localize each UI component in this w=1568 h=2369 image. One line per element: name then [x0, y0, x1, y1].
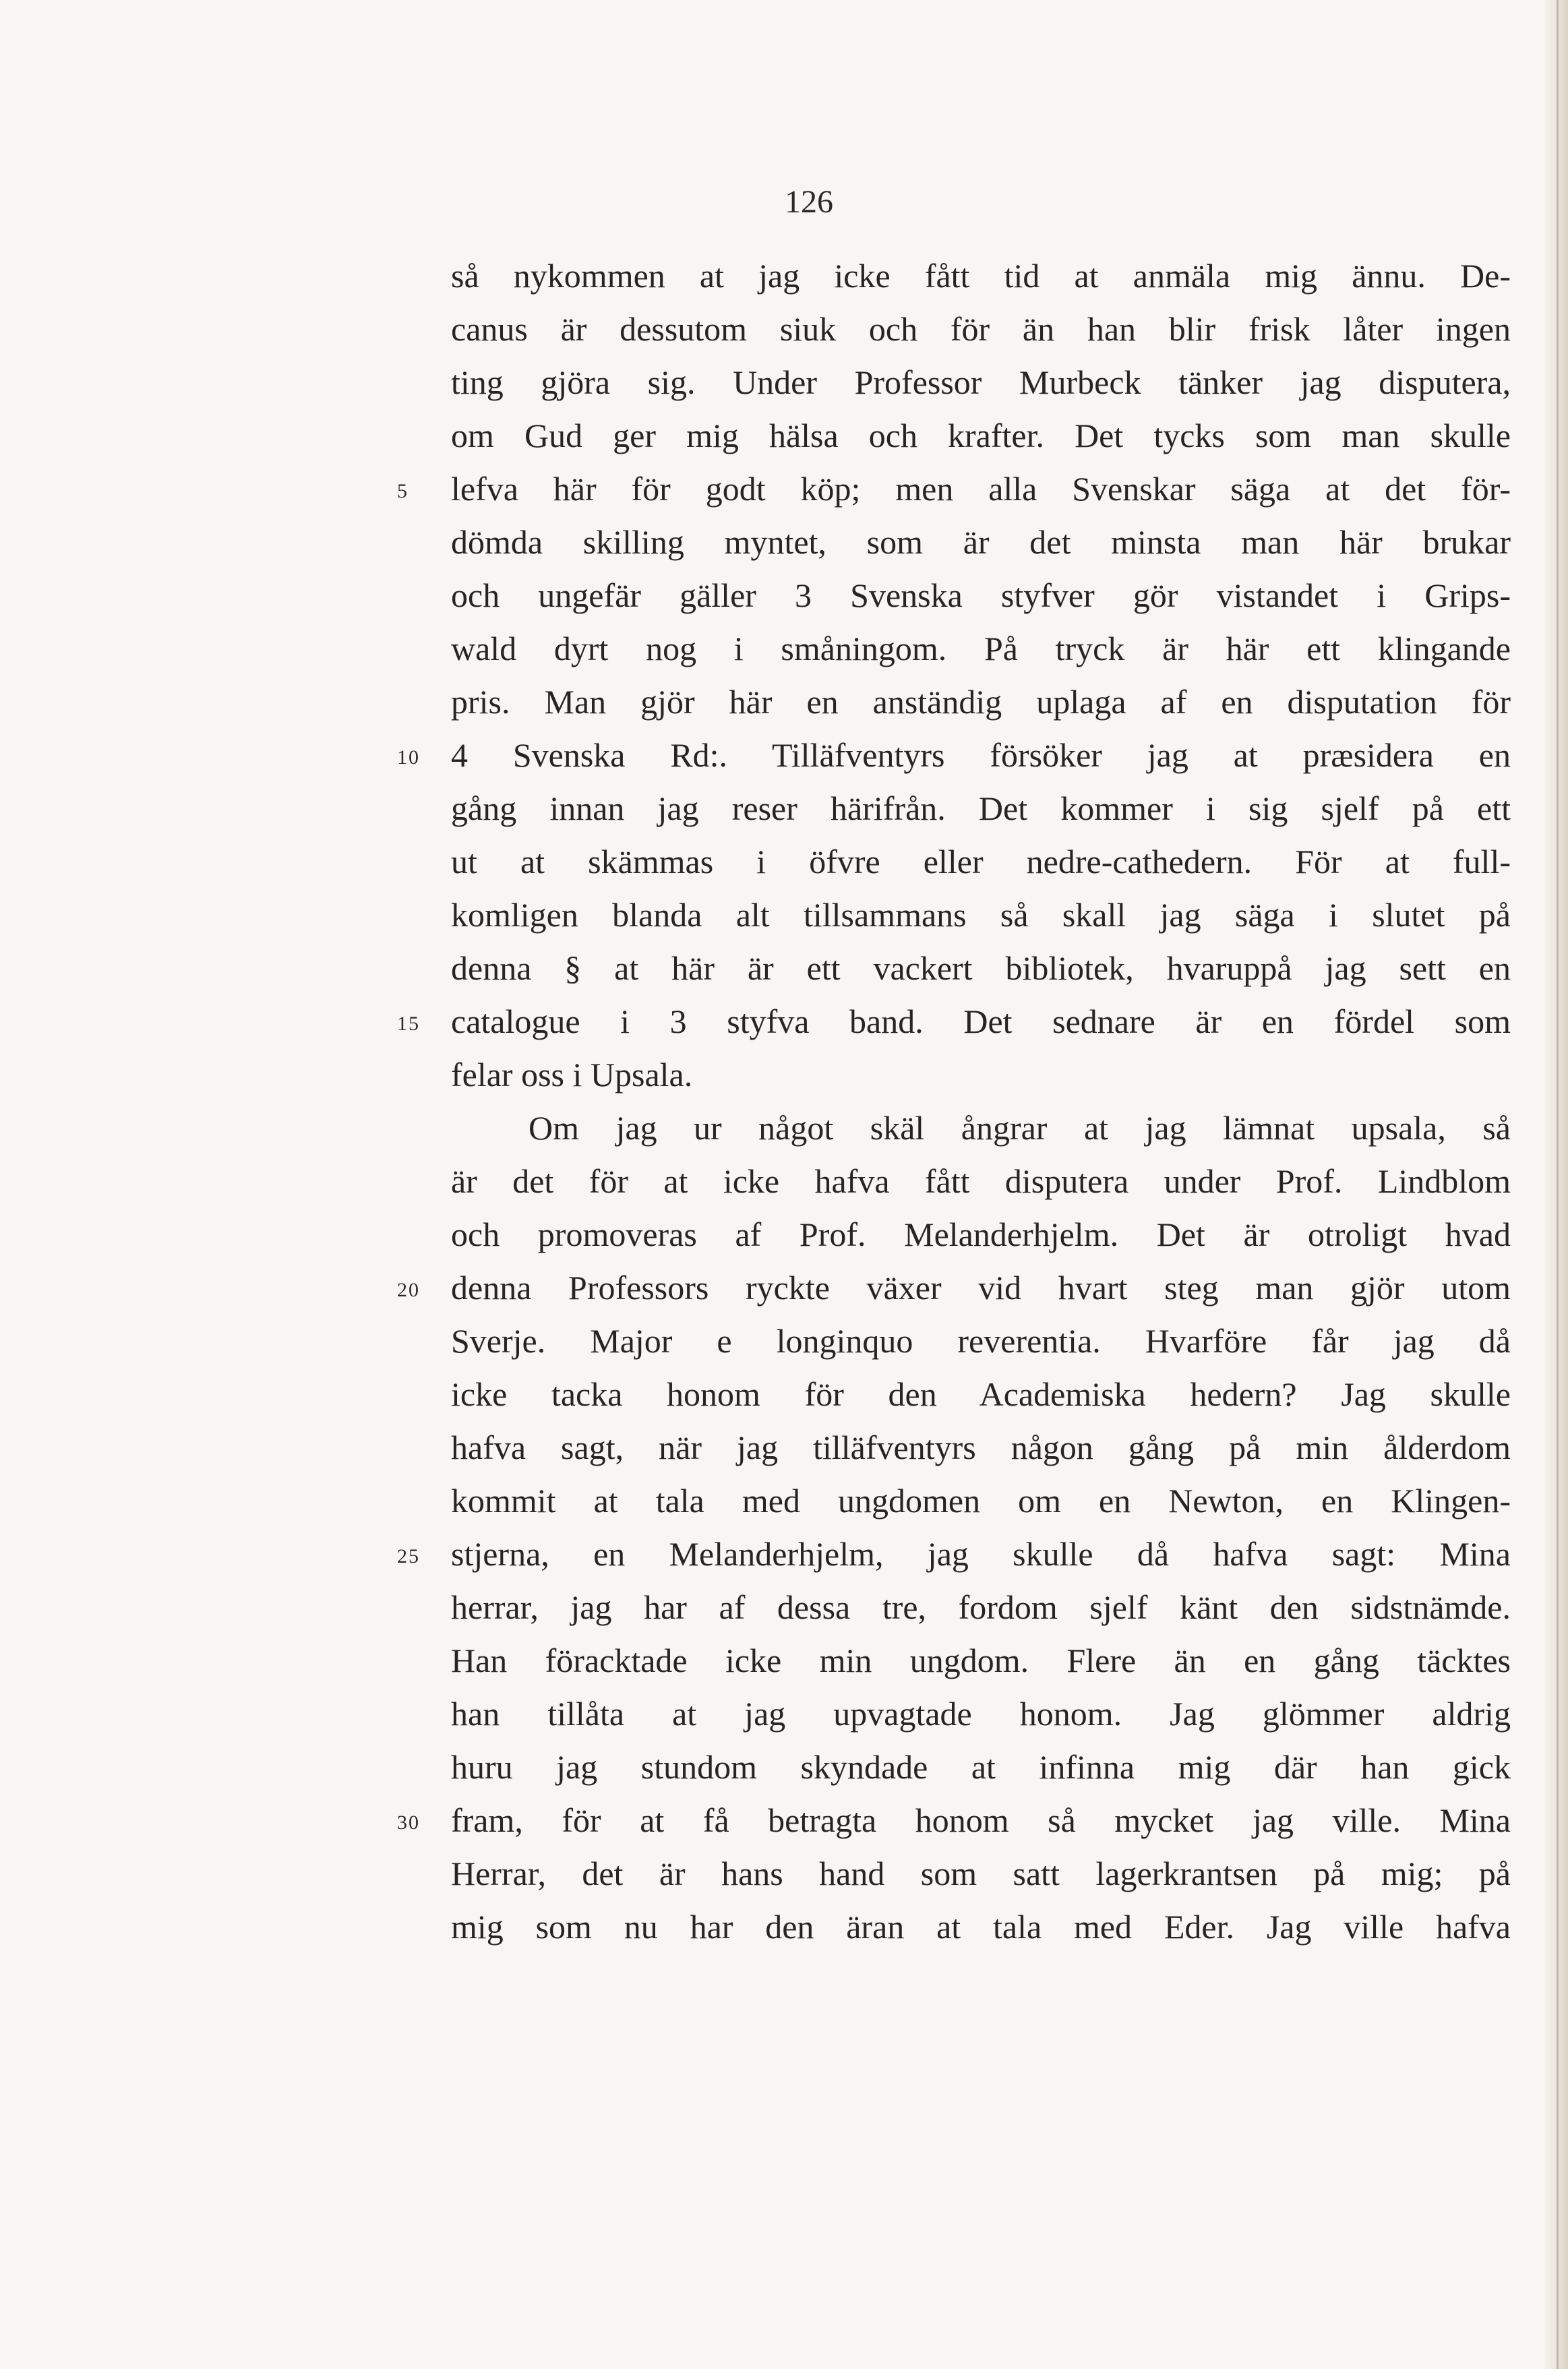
line-number: 10: [397, 746, 420, 769]
line-number: 25: [397, 1545, 420, 1567]
body-text: [397, 249, 1511, 1954]
text-line: [451, 942, 1511, 995]
line-number: 20: [397, 1279, 420, 1301]
line-text: mig som nu har den äran at tala med Eder. Jag ville hafva: [451, 1908, 1511, 1946]
line-text: wald dyrt nog i småningom. På tryck är här ett klingande: [451, 630, 1511, 667]
line-text: herrar, jag har af dessa tre, fordom sjelf känt den sidstnämde.: [451, 1588, 1511, 1626]
text-line: [451, 1474, 1511, 1528]
line-text: är det för at icke hafva fått disputera under Prof. Lindblom: [451, 1162, 1511, 1200]
text-line: [451, 1687, 1511, 1741]
text-line: [397, 1261, 1511, 1315]
text-line: [451, 1102, 1511, 1155]
text-line: [451, 1155, 1511, 1208]
line-text: 4 Svenska Rd:. Tilläfventyrs försöker jag at præsidera en: [451, 736, 1511, 774]
line-text: pris. Man gjör här en anständig uplaga af en disputation för: [451, 683, 1511, 721]
line-text: ut at skämmas i öfvre eller nedre-cathedern. För at full-: [451, 843, 1511, 880]
text-line: [397, 462, 1511, 516]
text-line: [451, 1581, 1511, 1634]
text-line: [451, 1900, 1511, 1954]
line-text: kommit at tala med ungdomen om en Newton, en Klingen-: [451, 1482, 1511, 1520]
line-text: fram, för at få betragta honom så mycket jag ville. Mina: [451, 1801, 1511, 1839]
text-line: [451, 1048, 1511, 1102]
text-line: [397, 995, 1511, 1048]
page-edge-shadow: [1557, 0, 1559, 2369]
line-number: 30: [397, 1811, 420, 1834]
line-text: huru jag stundom skyndade at infinna mig där han gick: [451, 1748, 1511, 1786]
line-text: felar oss i Upsala.: [451, 1056, 693, 1093]
text-line: [397, 1528, 1511, 1581]
line-text: Han föracktade icke min ungdom. Flere än en gång täcktes: [451, 1642, 1511, 1679]
line-text: och promoveras af Prof. Melanderhjelm. Det är otroligt hvad: [451, 1216, 1511, 1253]
line-number: 15: [397, 1013, 420, 1035]
text-line: [451, 303, 1511, 356]
text-line: [451, 782, 1511, 835]
line-text: och ungefär gäller 3 Svenska styfver gör vistandet i Grips-: [451, 576, 1511, 614]
text-line: [451, 1421, 1511, 1474]
line-text: catalogue i 3 styfva band. Det sednare är en fördel som: [451, 1002, 1511, 1040]
line-text: så nykommen at jag icke fått tid at anmäla mig ännu. De-: [451, 257, 1511, 295]
text-line: [451, 676, 1511, 729]
text-line: [451, 1368, 1511, 1421]
line-text: denna Professors ryckte växer vid hvart steg man gjör utom: [451, 1269, 1511, 1307]
line-text: Herrar, det är hans hand som satt lagerkrantsen på mig; på: [451, 1855, 1511, 1892]
line-text: Om jag ur något skäl ångrar at jag lämnat upsala, så: [529, 1109, 1511, 1147]
text-line: [451, 1208, 1511, 1261]
line-text: han tillåta at jag upvagtade honom. Jag glömmer aldrig: [451, 1695, 1511, 1733]
line-text: ting gjöra sig. Under Professor Murbeck tänker jag disputera,: [451, 363, 1511, 401]
line-text: komligen blanda alt tillsammans så skall jag säga i slutet på: [451, 896, 1511, 934]
line-text: om Gud ger mig hälsa och krafter. Det tycks som man skulle: [451, 417, 1511, 454]
text-line: [451, 835, 1511, 889]
text-line: [397, 729, 1511, 782]
text-line: [451, 1847, 1511, 1900]
text-line: [451, 622, 1511, 676]
line-text: denna § at här är ett vackert bibliotek, hvaruppå jag sett en: [451, 949, 1511, 987]
line-text: Sverje. Major e longinquo reverentia. Hvarföre får jag då: [451, 1322, 1511, 1360]
text-line: [451, 1315, 1511, 1368]
text-line: [451, 889, 1511, 942]
text-line: [451, 356, 1511, 409]
line-text: dömda skilling myntet, som är det minsta man här brukar: [451, 523, 1511, 561]
text-line: [451, 1741, 1511, 1794]
line-text: gång innan jag reser härifrån. Det kommer i sig sjelf på ett: [451, 789, 1511, 827]
text-line: [397, 1794, 1511, 1847]
text-line: [451, 516, 1511, 569]
line-text: canus är dessutom siuk och för än han blir frisk låter ingen: [451, 310, 1511, 348]
text-line: [451, 409, 1511, 462]
line-text: stjerna, en Melanderhjelm, jag skulle då hafva sagt: Mina: [451, 1535, 1511, 1573]
text-line: [451, 249, 1511, 303]
line-text: hafva sagt, när jag tilläfventyrs någon gång på min ålderdom: [451, 1429, 1511, 1466]
page-number: 126: [785, 184, 833, 220]
text-line: [451, 569, 1511, 622]
text-line: [451, 1634, 1511, 1687]
line-number: 5: [397, 480, 409, 502]
line-text: icke tacka honom för den Academiska hedern? Jag skulle: [451, 1375, 1511, 1413]
line-text: lefva här för godt köp; men alla Svenskar säga at det för-: [451, 470, 1511, 508]
